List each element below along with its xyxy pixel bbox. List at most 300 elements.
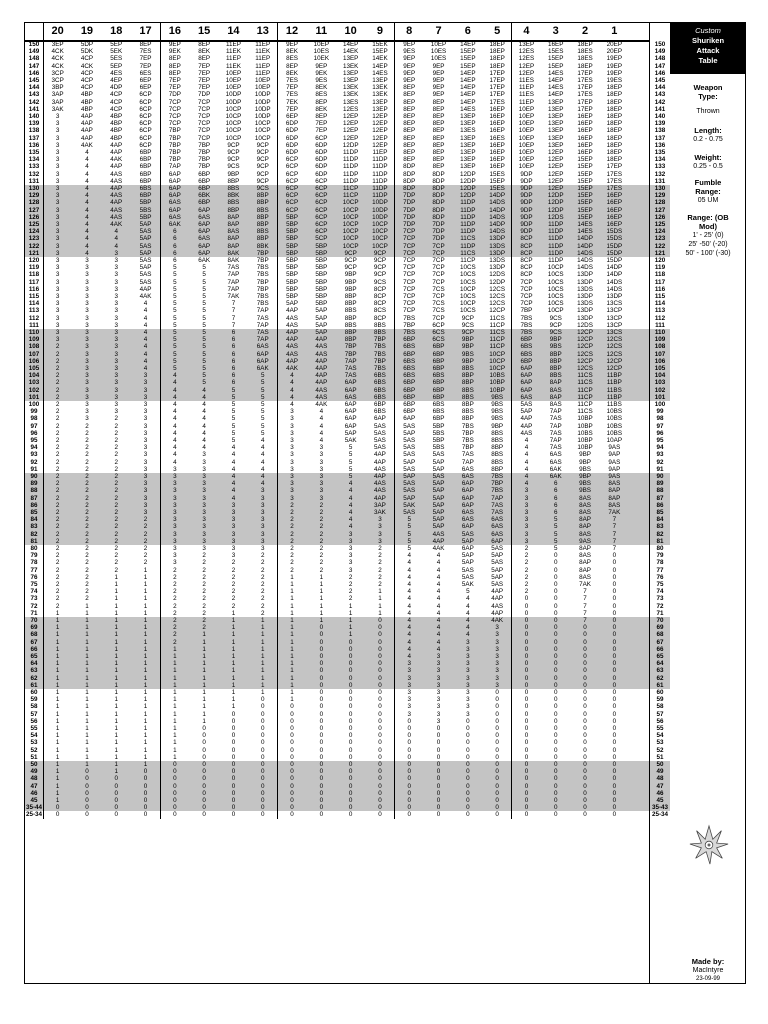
table-cell: 1 (319, 595, 324, 603)
table-cell: 7 (612, 523, 617, 531)
roll-number-right: 104 (650, 372, 670, 379)
table-cell: 10CP (372, 235, 388, 243)
table-cell: 1 (143, 588, 148, 596)
table-cell: 8EK (286, 69, 298, 77)
table-cell: 3 (55, 149, 60, 156)
table-cell: 9BS (491, 415, 504, 423)
table-cell: 4 (173, 415, 177, 423)
roll-number: 67 (30, 638, 38, 646)
table-cell: 16ES (489, 134, 505, 142)
table-cell: 3 (436, 696, 441, 704)
table-cell: 6BS (403, 372, 416, 380)
table-cell: 2 (319, 509, 324, 516)
table-cell: 9BP (491, 422, 504, 430)
table-cell: 1 (260, 674, 265, 682)
table-cell: 0 (378, 725, 382, 732)
roll-number: 124 (28, 228, 40, 236)
table-cell: 6AS (168, 213, 181, 221)
table-row (25, 41, 649, 48)
roll-number-right: 114 (654, 300, 666, 308)
table-cell: 8EP (403, 105, 416, 113)
table-cell: 1 (143, 681, 148, 689)
table-cell: 1 (173, 681, 177, 689)
table-cell: 0 (319, 703, 324, 711)
roll-number: 133 (28, 163, 40, 171)
table-cell: 9BP (579, 458, 591, 466)
table-row (25, 610, 649, 617)
table-cell: 4 (173, 379, 177, 387)
table-cell: 2 (202, 566, 206, 574)
table-cell: 0 (466, 717, 470, 725)
table-row (25, 264, 649, 271)
table-cell: 6CP (315, 134, 328, 142)
table-cell: 2 (378, 552, 382, 560)
column-header-3: 3 (552, 25, 559, 37)
table-cell: 3 (85, 372, 89, 380)
table-cell: 5AP (461, 559, 474, 567)
table-cell: 4 (231, 458, 236, 466)
table-cell: 4 (231, 480, 236, 488)
table-cell: 0 (612, 617, 617, 624)
table-cell: 5BP (286, 213, 298, 221)
table-cell: 8AS (579, 509, 591, 516)
roll-number: 107 (28, 350, 40, 358)
table-cell: 3 (290, 415, 294, 423)
roll-number: 52 (30, 746, 38, 754)
table-cell: 4AP (315, 336, 328, 344)
table-cell: 13EP (548, 120, 564, 128)
table-cell: 2 (85, 458, 89, 466)
table-cell: 3 (173, 545, 177, 552)
table-cell: 8BS (491, 429, 504, 437)
table-cell: 8EP (432, 134, 445, 142)
table-cell: 0 (378, 638, 382, 646)
table-cell: 4 (231, 473, 236, 480)
table-row (25, 149, 649, 156)
weight-value: 0.25 - 0.5 (693, 163, 723, 170)
table-cell: 2 (524, 552, 529, 560)
roll-number: 75 (30, 581, 38, 588)
table-cell: 0 (524, 804, 529, 812)
table-cell: 4 (85, 228, 89, 236)
table-cell: 7CP (168, 113, 181, 120)
table-cell: 0 (260, 703, 265, 711)
table-cell: 0 (407, 753, 411, 761)
table-cell: 0 (466, 797, 470, 804)
table-cell: 0 (290, 739, 294, 747)
table-cell: 4 (348, 487, 353, 495)
table-cell: 0 (466, 789, 470, 797)
table-cell: 7EP (286, 105, 298, 113)
roll-number-right: 115 (654, 293, 666, 300)
table-cell: 2 (85, 559, 89, 567)
roll-number: 109 (28, 336, 40, 344)
table-row (25, 487, 649, 494)
table-cell: 8BS (491, 437, 504, 444)
table-cell: 0 (173, 768, 177, 776)
column-group-divider (511, 23, 512, 819)
table-cell: 7 (231, 321, 236, 329)
table-cell: 15EP (460, 62, 476, 70)
table-cell: 6AS (520, 393, 533, 401)
table-cell: 18EP (606, 127, 623, 135)
table-cell: 8BP (344, 336, 357, 344)
table-cell: 11BP (606, 379, 622, 387)
table-cell: 5 (173, 264, 177, 272)
table-cell: 5 (202, 293, 206, 300)
table-cell: 3 (114, 365, 118, 372)
table-cell: 3 (85, 408, 89, 416)
table-cell: 12CS (489, 293, 506, 300)
table-cell: 3 (55, 307, 60, 315)
table-cell: 7CP (432, 249, 445, 257)
table-cell: 3 (114, 372, 118, 380)
table-cell: 3 (173, 473, 177, 480)
table-cell: 1 (378, 609, 382, 617)
table-cell: 3 (173, 487, 177, 495)
table-cell: 10CS (547, 278, 564, 286)
roll-number: 55 (30, 725, 38, 732)
table-cell: 9BP (344, 278, 357, 286)
table-cell: 0 (407, 782, 411, 790)
table-cell: 0 (495, 717, 499, 725)
table-cell: 0 (524, 638, 529, 646)
table-cell: 5BP (286, 278, 298, 286)
table-cell: 2 (143, 523, 148, 531)
table-cell: 7AS (256, 314, 269, 322)
column-header-16: 16 (168, 25, 181, 37)
table-cell: 5 (202, 379, 206, 387)
table-cell: 4 (407, 609, 411, 617)
table-row (25, 516, 649, 523)
table-cell: 10CP (459, 285, 476, 293)
table-cell: 3 (407, 674, 411, 682)
roll-number-right: 91 (656, 465, 664, 473)
roll-number-right: 117 (654, 278, 666, 286)
table-cell: 1 (290, 638, 294, 646)
table-cell: 8EK (315, 84, 328, 92)
table-cell: 8EP (168, 55, 181, 63)
table-cell: 0 (612, 581, 617, 588)
table-cell: 16EP (577, 134, 593, 142)
table-cell: 5AS (491, 581, 504, 588)
roll-number: 51 (30, 753, 38, 761)
table-cell: 16EP (489, 127, 505, 135)
table-cell: 0 (553, 717, 558, 725)
table-cell: 3 (466, 674, 470, 682)
table-cell: 13EP (342, 69, 359, 77)
table-cell: 13EP (518, 41, 535, 48)
table-cell: 13EP (460, 141, 476, 149)
table-cell: 0 (378, 631, 382, 639)
table-row (25, 127, 649, 134)
table-cell: 0 (260, 725, 265, 732)
table-cell: 0 (612, 725, 617, 732)
roll-number-right: 121 (650, 250, 670, 257)
roll-number-right: 86 (650, 502, 670, 509)
table-cell: 5AP (432, 458, 445, 466)
table-cell: 8EP (432, 113, 445, 120)
table-cell: 6AS (491, 530, 504, 538)
table-cell: 8BS (491, 458, 504, 466)
table-cell: 4AP (491, 588, 504, 596)
table-cell: 2 (55, 386, 60, 394)
table-cell: 10EP (518, 120, 535, 128)
table-cell: 15EP (577, 185, 593, 192)
table-cell: 4CP (110, 91, 123, 99)
table-cell: 6 (553, 480, 558, 488)
table-cell: 0 (436, 811, 441, 819)
table-cell: 0 (290, 811, 294, 819)
table-cell: 3 (55, 170, 60, 178)
table-cell: 2 (114, 473, 118, 480)
roll-number: 76 (30, 573, 38, 581)
table-cell: 9BP (227, 170, 240, 178)
table-cell: 3 (348, 545, 353, 552)
table-cell: 0 (319, 631, 324, 639)
table-cell: 1 (290, 696, 294, 704)
table-cell: 3 (202, 523, 206, 531)
table-cell: 8BP (256, 235, 269, 243)
roll-number-right: 142 (654, 98, 666, 106)
table-cell: 1 (143, 645, 148, 653)
table-cell: 8AS (608, 501, 621, 509)
roll-number-right: 77 (656, 566, 664, 574)
table-cell: 10EP (518, 105, 535, 113)
range-value-1: 1' - 25' (0) (692, 232, 724, 239)
table-cell: 16EP (577, 127, 593, 135)
table-cell: 1 (85, 725, 89, 732)
table-cell: 4 (202, 429, 206, 437)
roll-number: 87 (30, 494, 38, 502)
table-cell: 3 (114, 300, 118, 308)
table-row (25, 675, 649, 682)
table-cell: 2 (114, 509, 118, 516)
table-cell: 10CS (547, 300, 564, 308)
table-cell: 0 (85, 811, 89, 819)
table-row (25, 660, 649, 667)
table-cell: 3 (85, 264, 89, 272)
table-cell: 7CP (403, 242, 416, 250)
table-cell: 11EK (255, 48, 271, 56)
table-cell: 10EP (430, 41, 447, 48)
column-header-15: 15 (198, 25, 211, 37)
table-cell: 4 (319, 415, 324, 423)
table-cell: 2 (202, 581, 206, 588)
table-cell: 12CP (606, 357, 623, 365)
table-cell: 4AP (139, 285, 152, 293)
table-cell: 4 (466, 631, 470, 639)
range-label: Range: (OB Mod) (687, 213, 729, 231)
table-cell: 4AP (491, 595, 504, 603)
table-title-block (670, 23, 746, 74)
table-cell: 9ES (403, 48, 416, 56)
table-cell: 4 (231, 451, 236, 459)
table-cell: 1 (55, 768, 60, 776)
table-cell: 1 (85, 753, 89, 761)
table-cell: 3AP (51, 98, 64, 106)
table-row (25, 423, 649, 430)
table-row (25, 394, 649, 401)
table-cell: 8AP (549, 393, 562, 401)
table-cell: 2 (114, 545, 118, 552)
table-cell: 0 (553, 602, 558, 610)
table-cell: 0 (290, 761, 294, 768)
table-cell: 1 (143, 696, 148, 704)
table-cell: 2 (85, 523, 89, 531)
table-cell: 2 (319, 523, 324, 531)
roll-number-right: 134 (654, 156, 666, 164)
title-line-1: Shuriken (691, 36, 725, 45)
roll-number-right: 54 (656, 732, 664, 740)
table-cell: 0 (348, 797, 353, 804)
table-cell: 6AS (461, 516, 474, 524)
table-cell: 1 (114, 617, 118, 624)
table-cell: 8BP (461, 415, 474, 423)
table-cell: 2 (55, 581, 60, 588)
table-cell: 7CP (403, 293, 416, 300)
table-row (25, 667, 649, 674)
table-cell: 10EP (225, 77, 242, 84)
table-cell: 1 (348, 602, 353, 610)
table-cell: 18EP (606, 120, 623, 128)
table-cell: 2 (55, 602, 60, 610)
table-cell: 8EP (286, 62, 298, 70)
table-cell: 12DP (489, 278, 506, 286)
table-cell: 11DP (372, 185, 388, 192)
table-row (25, 603, 649, 610)
table-cell: 0 (524, 696, 529, 704)
table-cell: 0 (436, 782, 441, 790)
roll-number: 135 (28, 149, 40, 156)
table-cell: 5AS (403, 451, 416, 459)
table-cell: 18EP (606, 149, 623, 156)
table-cell: 0 (612, 645, 617, 653)
table-cell: 6AS (549, 451, 562, 459)
table-cell: 5BP (286, 285, 298, 293)
table-cell: 8CP (520, 242, 533, 250)
table-cell: 6AS (344, 393, 357, 401)
table-cell: 11CP (343, 185, 359, 192)
table-cell: 11DP (548, 228, 564, 236)
table-cell: 4 (85, 192, 89, 200)
table-cell: 8DP (432, 206, 445, 214)
table-cell: 5AS (432, 451, 445, 459)
table-cell: 7BP (198, 156, 211, 164)
table-cell: 0 (231, 811, 236, 819)
table-cell: 4 (436, 581, 441, 588)
table-cell: 2 (55, 537, 60, 545)
table-cell: 0 (524, 645, 529, 653)
table-cell: 8BS (256, 206, 269, 214)
table-cell: 0 (436, 775, 441, 783)
table-cell: 9CS (256, 185, 269, 192)
table-row (25, 732, 649, 739)
table-cell: 4AS (315, 386, 328, 394)
table-cell: 5 (231, 422, 236, 430)
table-cell: 1 (173, 732, 177, 740)
table-cell: 5AS (139, 271, 152, 279)
table-cell: 8BP (344, 329, 357, 336)
table-cell: 5 (231, 401, 236, 408)
table-cell: 8CP (520, 257, 533, 264)
table-cell: 1 (143, 609, 148, 617)
roll-number-right: 69 (650, 624, 670, 631)
roll-number: 94 (30, 444, 38, 452)
table-cell: 1 (55, 761, 60, 768)
table-row (25, 336, 649, 343)
table-cell: 7CP (432, 278, 445, 286)
roll-number-right: 119 (654, 264, 666, 272)
table-cell: 8BS (461, 393, 474, 401)
table-cell: 0 (319, 725, 324, 732)
date-text: 23-09-99 (695, 976, 721, 982)
table-cell: 3 (260, 509, 265, 516)
table-cell: 5AS (491, 559, 504, 567)
table-cell: 9DP (520, 213, 533, 221)
table-cell: 14DP (606, 271, 623, 279)
table-cell: 5AK (344, 437, 357, 444)
table-cell: 9DP (520, 170, 533, 178)
table-cell: 7DP (432, 235, 445, 243)
table-cell: 2 (202, 617, 206, 624)
roll-number: 105 (28, 365, 40, 372)
table-cell: 3 (495, 645, 499, 653)
table-cell: 12ES (518, 48, 535, 56)
table-cell: 3 (495, 674, 499, 682)
table-cell: 3 (85, 314, 89, 322)
table-cell: 0 (524, 674, 529, 682)
table-cell: 3 (55, 235, 60, 243)
table-cell: 7EP (315, 120, 328, 128)
table-cell: 8CP (373, 285, 387, 293)
table-cell: 2 (319, 501, 324, 509)
table-cell: 13EP (460, 120, 476, 128)
table-cell: 3 (290, 437, 294, 444)
table-cell: 6 (173, 257, 177, 264)
table-cell: 3 (55, 206, 60, 214)
table-cell: 5BP (315, 242, 328, 250)
table-cell: 7BP (256, 249, 269, 257)
table-cell: 0 (495, 761, 499, 768)
table-cell: 0 (143, 768, 148, 776)
table-cell: 5 (173, 293, 177, 300)
table-cell: 11EP (255, 69, 271, 77)
table-cell: 6BP (198, 177, 211, 185)
roll-number-right: 132 (654, 170, 666, 178)
table-cell: 6AS (461, 473, 474, 480)
table-cell: 4 (85, 235, 89, 243)
table-cell: 6 (231, 336, 236, 344)
table-cell: 2 (55, 465, 60, 473)
table-cell: 5 (260, 379, 265, 387)
table-cell: 4 (231, 494, 236, 502)
table-cell: 0 (436, 725, 441, 732)
table-cell: 1 (260, 638, 265, 646)
table-cell: 6AK (549, 465, 562, 473)
table-cell: 7AS (256, 329, 269, 336)
table-cell: 8BS (344, 307, 357, 315)
table-cell: 5AP (403, 473, 416, 480)
table-row (25, 401, 649, 408)
table-cell: 7AS (461, 451, 474, 459)
table-cell: 0 (173, 797, 177, 804)
table-cell: 4 (436, 609, 441, 617)
table-cell: 7CS (432, 300, 445, 308)
table-cell: 6DP (315, 170, 328, 178)
roll-number: 45 (30, 797, 38, 804)
table-cell: 13EP (548, 105, 564, 113)
